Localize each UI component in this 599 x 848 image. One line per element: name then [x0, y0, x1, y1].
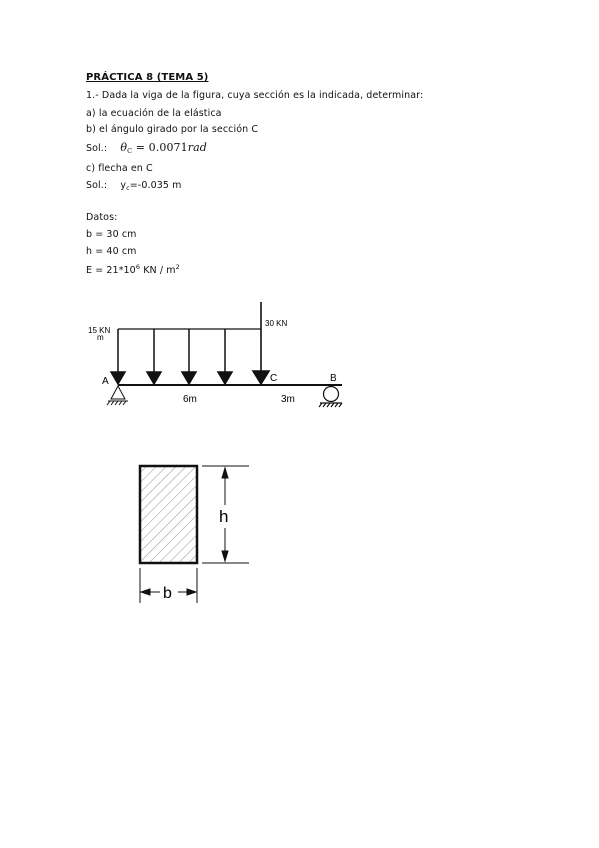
item-c: c) flecha en C: [86, 163, 153, 174]
datos-b: b = 30 cm: [86, 229, 137, 240]
point-b-label: B: [330, 373, 337, 384]
span-ac-label: 6m: [183, 394, 197, 405]
solution-label: Sol.:: [86, 180, 108, 191]
distributed-load-arrows: [111, 329, 232, 384]
point-c-label: C: [270, 373, 278, 384]
theta-symbol: θ: [120, 141, 128, 154]
span-cb-label: 3m: [281, 394, 295, 405]
y-subscript: c: [126, 184, 130, 192]
y-symbol: y: [120, 180, 127, 191]
point-a-label: A: [102, 376, 109, 387]
theta-value: = 0.0071: [132, 141, 188, 154]
problem-statement: 1.- Dada la viga de la figura, cuya sección es la indicada, determinar:: [86, 90, 424, 101]
theta-unit: rad: [187, 141, 207, 154]
section-rectangle: [140, 466, 197, 563]
item-b: b) el ángulo girado por la sección C: [86, 124, 259, 135]
theta-subscript: C: [127, 147, 133, 155]
solution-theta: [86, 141, 207, 155]
practice-title: PRÁCTICA 8 (TEMA 5): [86, 72, 209, 83]
point-load-label: 30 KN: [265, 319, 288, 328]
datos-label: Datos:: [86, 212, 118, 223]
y-value: =-0.035 m: [129, 180, 182, 191]
beam-diagram: [80, 295, 360, 420]
width-label: b: [163, 585, 172, 602]
e-prefix: E = 21*10: [86, 265, 136, 276]
distributed-load-unit: m: [97, 333, 104, 342]
e-unit-exponent: 2: [175, 263, 180, 271]
solution-deflection: [86, 180, 182, 192]
theta-formula: [120, 141, 207, 154]
e-exponent: 6: [135, 263, 141, 271]
e-suffix: KN / m: [140, 265, 176, 276]
pin-support-a: [107, 386, 128, 405]
point-load-arrow: [253, 302, 269, 384]
datos-h: h = 40 cm: [86, 246, 137, 257]
distributed-load-label: 15 KN: [88, 326, 111, 335]
roller-support-b: [319, 387, 342, 408]
height-label: h: [219, 507, 229, 526]
datos-e: [86, 263, 180, 276]
item-a: a) la ecuación de la elástica: [86, 108, 222, 119]
cross-section-diagram: [118, 445, 263, 625]
solution-label: Sol.:: [86, 143, 108, 154]
